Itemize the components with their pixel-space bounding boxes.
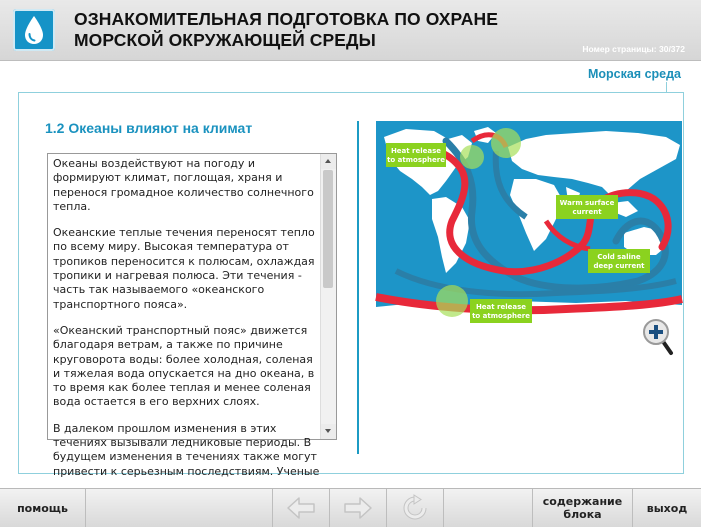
contents-label-line1: содержание	[542, 495, 623, 508]
label-heat-release-top-2: to atmosphere	[387, 156, 445, 164]
lesson-text	[53, 157, 321, 491]
page-number: Номер страницы: 30/372	[582, 44, 685, 54]
frame-left-border	[18, 92, 19, 473]
label-warm-surface-2: current	[572, 208, 602, 216]
exit-label: выход	[646, 501, 688, 515]
contents-label	[543, 495, 622, 521]
lesson-title: 1.2 Океаны влияют на климат	[45, 120, 253, 136]
back-button[interactable]	[273, 489, 330, 527]
nav-spacer	[86, 489, 273, 527]
label-cold-saline-2: deep current	[593, 262, 645, 270]
text-scrollbar[interactable]	[320, 154, 336, 439]
lesson-text-panel[interactable]	[47, 153, 337, 478]
ocean-conveyor-map[interactable]	[376, 121, 682, 327]
header-bar	[0, 0, 701, 61]
exit-button[interactable]	[633, 489, 701, 527]
forward-arrow-icon	[343, 496, 373, 520]
app-title	[74, 9, 498, 51]
scroll-up-arrow-icon[interactable]	[321, 154, 336, 169]
label-warm-surface-1: Warm surface	[559, 199, 615, 207]
water-drop-icon	[13, 9, 55, 51]
column-divider	[357, 121, 359, 454]
label-heat-release-bottom-2: to atmosphere	[472, 312, 530, 320]
frame-notch	[666, 82, 667, 92]
nav-spacer-2	[444, 489, 533, 527]
lesson-paragraph: Океанские теплые течения переносят тепло по всему миру. Высокая температура от тропиков переносится к полюсам, охлаждая тропики и нагревая полюса. Эти течения - часть так называемого «океанского транспортного пояса».	[53, 226, 315, 311]
lesson-paragraph: В далеком прошлом изменения в этих течениях вызывали ледниковые периоды. В будущем изменения в течениях также могут привести к серьезным последствиям. Ученые	[53, 421, 320, 478]
label-heat-release-bottom-1: Heat release	[475, 303, 527, 311]
lesson-paragraph: «Океанский транспортный пояс» движется благодаря ветрам, а также по причине круговорота воды: более холодная, соленая и тяжелая вода опускается на дно океана, в то время как более теплая и менее соленая вода остается в его верхних слоях.	[53, 323, 315, 409]
world-map-illustration	[376, 121, 682, 327]
contents-button[interactable]	[533, 489, 633, 527]
help-label: помощь	[17, 501, 68, 515]
app-title-line1: ОЗНАКОМИТЕЛЬНАЯ ПОДГОТОВКА ПО ОХРАНЕ	[74, 9, 499, 29]
label-cold-saline-1: Cold saline	[597, 253, 641, 261]
help-button[interactable]	[0, 489, 86, 527]
scroll-thumb[interactable]	[323, 170, 333, 288]
back-arrow-icon	[286, 496, 316, 520]
app-title-line2: МОРСКОЙ ОКРУЖАЮЩЕЙ СРЕДЫ	[74, 30, 376, 50]
zoom-magnifier-icon[interactable]	[642, 318, 674, 356]
next-button[interactable]	[330, 489, 387, 527]
replay-icon	[402, 495, 428, 521]
label-heat-release-top-1: Heat release	[390, 147, 442, 155]
contents-label-line2: блока	[563, 508, 602, 521]
scroll-down-arrow-icon[interactable]	[321, 424, 336, 439]
section-title: Морская среда	[587, 67, 681, 81]
lesson-paragraph: Океаны воздействуют на погоду и формируют климат, поглощая, храня и перенося громадное количество солнечного тепла.	[53, 157, 314, 213]
bottom-navigation	[0, 488, 701, 527]
replay-button[interactable]	[387, 489, 444, 527]
